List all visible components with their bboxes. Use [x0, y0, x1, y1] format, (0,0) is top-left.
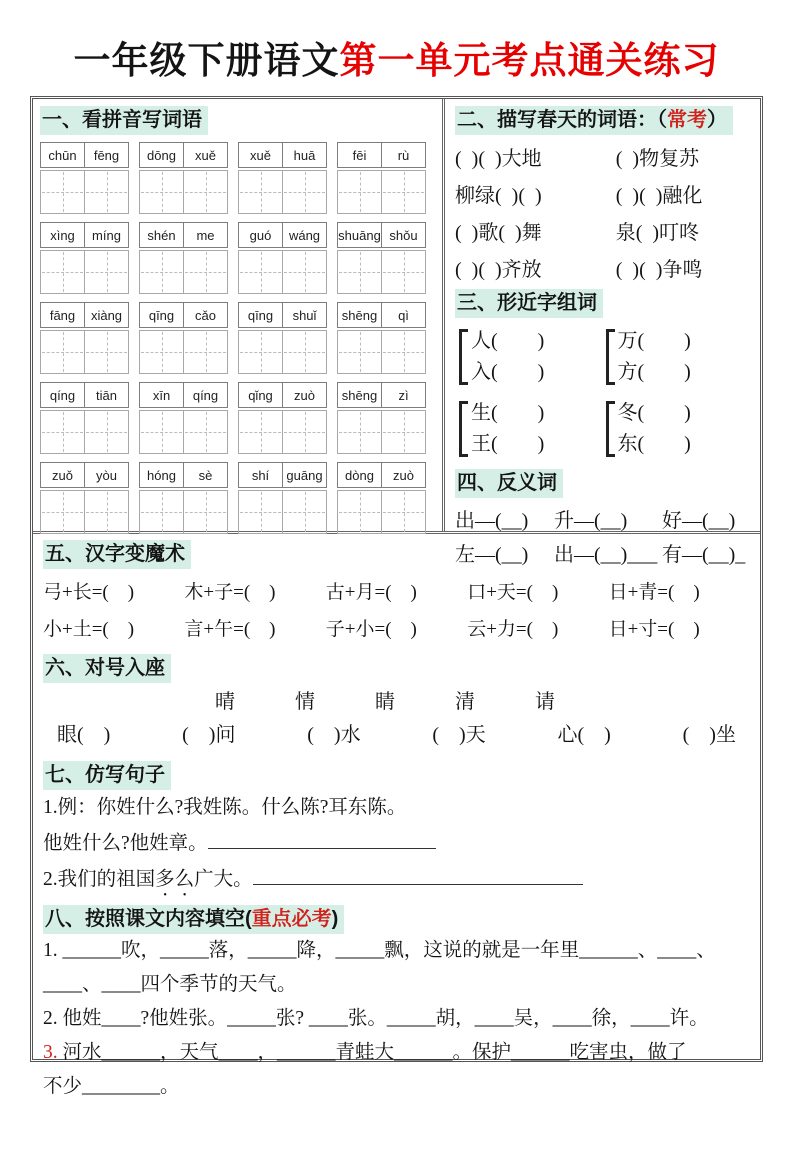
writing-grid	[40, 410, 129, 454]
pinyin-syllable: shēng	[338, 383, 382, 407]
pinyin-word-block	[40, 302, 129, 374]
writing-grid	[139, 330, 228, 374]
char-magic-item: 小+土=( )	[43, 619, 135, 640]
answer-blank-line	[208, 829, 436, 849]
section2-tag-close-paren: ）	[707, 109, 727, 131]
left-bracket	[459, 401, 468, 457]
pinyin-syllable: hóng	[140, 463, 184, 487]
writing-square	[338, 491, 382, 533]
pinyin-syllable: shí	[239, 463, 283, 487]
antonym-blank: 出—(__)	[455, 510, 529, 532]
writing-square	[184, 491, 227, 533]
pair-bottom-item: 王( )	[471, 433, 545, 455]
candidate-character: 清	[455, 691, 475, 713]
pinyin-syllable-row	[139, 382, 228, 408]
writing-square	[239, 411, 283, 453]
writing-square	[85, 171, 128, 213]
pinyin-syllable: shǒu	[389, 227, 418, 243]
pinyin-syllable-row	[238, 142, 327, 168]
pinyin-word-block	[337, 142, 426, 214]
pinyin-word-block	[40, 142, 129, 214]
char-magic-item: 云+力=( )	[467, 619, 559, 640]
character-slot-row	[43, 717, 750, 759]
fill-blank-line-3-text: 河水______，天气____，______青蛙大______。保护______吃害虫，做了	[57, 1042, 687, 1063]
writing-square	[283, 251, 326, 293]
pinyin-syllable: xuě	[195, 147, 216, 163]
pair-top-item: 人( )	[471, 330, 545, 352]
section4-header: 四、反义词	[455, 469, 563, 498]
writing-square	[85, 251, 128, 293]
pinyin-syllable: míng	[92, 227, 121, 243]
pair-bottom-item: 东( )	[617, 433, 691, 455]
char-magic-item: 口+天=( )	[467, 582, 559, 603]
pinyin-syllable: me	[196, 227, 215, 243]
character-slot: ( )水	[307, 724, 361, 746]
pair-lines	[618, 398, 691, 460]
character-slot: 心( )	[557, 724, 611, 746]
section8-header-text: 八、按照课文内容填空	[45, 908, 245, 930]
pinyin-word-block	[238, 382, 327, 454]
pinyin-syllable: yòu	[96, 467, 117, 483]
pinyin-word-block	[238, 462, 327, 534]
writing-grid	[139, 410, 228, 454]
confusable-pair	[459, 326, 606, 388]
pinyin-syllable-row	[238, 222, 327, 248]
pinyin-syllable: sè	[198, 467, 213, 483]
writing-grid	[337, 490, 426, 534]
fill-blank-line-4: 不少________。	[43, 1076, 180, 1097]
writing-grid	[238, 250, 327, 294]
section8	[43, 905, 750, 1110]
writing-square	[41, 411, 85, 453]
left-bracket	[606, 401, 615, 457]
section6-header: 六、对号入座	[43, 654, 171, 683]
pinyin-syllable-row	[139, 142, 228, 168]
writing-square	[382, 411, 425, 453]
spring-words-list	[455, 141, 752, 289]
pinyin-syllable-row	[139, 222, 228, 248]
pinyin-syllable-row	[337, 462, 426, 488]
section8-header	[43, 905, 344, 934]
section8-tag: 重点必考	[251, 908, 332, 930]
imitate-line-1	[43, 826, 750, 862]
writing-square	[184, 411, 227, 453]
spring-word-blank: ( )物复苏	[615, 148, 700, 170]
writing-square	[85, 411, 128, 453]
antonym-blank: 左—(__)	[455, 544, 529, 566]
spring-word-blank: ( )歌( )舞	[455, 222, 542, 244]
writing-square	[85, 491, 128, 533]
pair-top-item: 冬( )	[617, 402, 691, 424]
pinyin-syllable-row	[139, 462, 228, 488]
writing-square	[338, 331, 382, 373]
writing-square	[382, 331, 425, 373]
writing-square	[382, 251, 425, 293]
writing-grid	[40, 330, 129, 374]
writing-square	[239, 491, 283, 533]
pinyin-word-block	[139, 462, 228, 534]
item-number-red: 3.	[43, 1042, 58, 1063]
page-title	[0, 30, 793, 84]
pinyin-syllable-row	[40, 462, 129, 488]
confusable-pair	[606, 326, 753, 388]
candidate-characters-row	[43, 687, 750, 717]
section3	[455, 289, 752, 460]
pinyin-syllable-row	[139, 302, 228, 328]
pinyin-word-block	[337, 302, 426, 374]
writing-grid	[40, 170, 129, 214]
section2-header-text: 二、描写春天的词语：	[457, 109, 657, 131]
pinyin-syllable: qíng	[192, 387, 219, 403]
pinyin-syllable: chūn	[41, 143, 85, 167]
section7-header: 七、仿写句子	[43, 761, 171, 790]
pinyin-word-block	[238, 142, 327, 214]
pair-bottom-item: 入( )	[471, 361, 545, 383]
title-black-part: 一年级下册语文	[73, 41, 340, 82]
writing-square	[41, 331, 85, 373]
antonym-blank: 好—(__)	[661, 510, 736, 532]
pinyin-syllable-row	[337, 382, 426, 408]
writing-square	[338, 251, 382, 293]
pinyin-syllable-row	[337, 142, 426, 168]
left-bracket	[459, 329, 468, 385]
writing-square	[239, 251, 283, 293]
writing-square	[140, 171, 184, 213]
pinyin-word-block	[139, 222, 228, 294]
pinyin-syllable: shēng	[338, 303, 382, 327]
fill-blank-line-1b: ____、____四个季节的天气。	[43, 974, 297, 995]
writing-square	[184, 331, 227, 373]
pair-lines	[471, 326, 544, 388]
bottom-full-width-area	[33, 531, 760, 1110]
writing-square	[140, 331, 184, 373]
section2-tag: 常考	[667, 109, 707, 131]
pinyin-syllable: guó	[239, 223, 283, 247]
section2-header	[455, 106, 733, 135]
spring-word-blank: 泉( )叮咚	[615, 222, 700, 244]
antonym-blank: 出—(__)___	[553, 544, 658, 566]
antonym-items-grid	[455, 504, 752, 572]
pinyin-syllable: guāng	[286, 467, 323, 483]
pinyin-syllable: shuǐ	[292, 307, 317, 323]
character-slot: ( )坐	[682, 724, 736, 746]
writing-grid	[238, 490, 327, 534]
imitate-line-2	[43, 862, 750, 901]
confusable-pair	[459, 398, 606, 460]
candidate-character: 请	[535, 691, 555, 713]
section1-header: 一、看拼音写词语	[40, 106, 208, 135]
pinyin-syllable: zì	[398, 387, 409, 403]
pinyin-word-block	[139, 142, 228, 214]
pinyin-word-block	[238, 222, 327, 294]
pinyin-syllable: shén	[140, 223, 184, 247]
pinyin-syllable: xuě	[239, 143, 283, 167]
char-magic-item: 木+子=( )	[184, 582, 276, 603]
character-slot: 眼( )	[57, 724, 111, 746]
spring-word-blank: 柳绿( )( )	[455, 185, 542, 207]
example-sentence-line: 1.例：你姓什么?我姓陈。什么陈?耳东陈。	[43, 797, 407, 818]
writing-grid	[238, 170, 327, 214]
writing-square	[41, 491, 85, 533]
spring-word-blank: ( )( )争鸣	[615, 259, 703, 281]
pair-top-item: 生( )	[471, 402, 545, 424]
pinyin-syllable: qīng	[140, 303, 184, 327]
worksheet-page	[0, 30, 793, 1097]
pair-top-item: 万( )	[617, 330, 691, 352]
pinyin-word-block	[337, 462, 426, 534]
section8-tag-open-paren: (	[245, 908, 252, 930]
pinyin-syllable: dōng	[140, 143, 184, 167]
pinyin-syllable-row	[40, 222, 129, 248]
pinyin-syllable-row	[337, 302, 426, 328]
section6	[43, 654, 750, 759]
candidate-character: 晴	[215, 691, 235, 713]
right-column	[445, 99, 760, 566]
fill-blank-line-2: 2. 他姓____?他姓张。_____张? ____张。_____胡，____吴，____徐，____许。	[43, 1008, 709, 1029]
char-magic-item: 日+青=( )	[608, 582, 700, 603]
emphasized-words: 多么	[155, 869, 195, 890]
pinyin-syllable: tiān	[96, 387, 117, 403]
char-magic-grid	[43, 574, 750, 648]
imitate-line-2-pre: 2.我们的祖国	[43, 869, 156, 890]
pinyin-syllable-row	[40, 302, 129, 328]
pinyin-syllable: xìng	[41, 223, 85, 247]
writing-square	[140, 491, 184, 533]
pinyin-syllable: xiàng	[90, 307, 123, 323]
spring-word-blank: ( )( )大地	[455, 148, 542, 170]
pinyin-syllable: zuǒ	[41, 463, 85, 487]
writing-square	[382, 491, 425, 533]
pair-lines	[618, 326, 691, 388]
title-red-part: 第一单元考点通关练习	[339, 41, 720, 82]
spring-word-blank: ( )( )齐放	[455, 259, 542, 281]
pair-bottom-item: 方( )	[617, 361, 691, 383]
pinyin-word-block	[139, 382, 228, 454]
pinyin-syllable: fēi	[338, 143, 382, 167]
pinyin-syllable: qīng	[239, 303, 283, 327]
pinyin-syllable: cǎo	[195, 307, 216, 323]
pinyin-syllable: dòng	[338, 463, 382, 487]
writing-square	[239, 331, 283, 373]
writing-grid	[337, 330, 426, 374]
pinyin-syllable-row	[238, 382, 327, 408]
pinyin-word-block	[139, 302, 228, 374]
pinyin-word-block	[238, 302, 327, 374]
antonym-blank: 升—(__)	[553, 510, 628, 532]
pinyin-syllable: xīn	[140, 383, 184, 407]
section4	[455, 469, 752, 572]
writing-grid	[337, 250, 426, 294]
pinyin-syllable-row	[337, 222, 426, 248]
pinyin-word-block	[40, 222, 129, 294]
section2	[455, 106, 752, 289]
fill-blank-line-1a: 1. ______吹，_____落，_____降，_____飘，这说的就是一年里______、____、	[43, 940, 716, 961]
pinyin-syllable-row	[40, 142, 129, 168]
char-magic-item: 子+小=( )	[325, 619, 417, 640]
character-slot: ( )问	[182, 724, 236, 746]
writing-square	[283, 171, 326, 213]
writing-square	[41, 251, 85, 293]
pinyin-syllable-row	[238, 462, 327, 488]
spring-word-blank: ( )( )融化	[615, 185, 703, 207]
writing-grid	[40, 490, 129, 534]
section2-tag-open-paren: （	[657, 109, 667, 131]
pinyin-syllable: qíng	[41, 383, 85, 407]
imitate-line-1-text: 他姓什么?他姓章。	[43, 833, 208, 854]
writing-square	[85, 331, 128, 373]
fill-blank-line-3	[43, 1036, 750, 1070]
char-magic-item: 古+月=( )	[325, 582, 417, 603]
writing-grid	[139, 170, 228, 214]
char-magic-item: 弓+长=( )	[43, 582, 135, 603]
pair-lines	[471, 398, 544, 460]
pinyin-syllable: shuāng	[338, 223, 382, 247]
writing-square	[41, 171, 85, 213]
pinyin-syllable: fēng	[93, 147, 120, 163]
writing-grid	[238, 410, 327, 454]
pinyin-syllable: wáng	[288, 227, 321, 243]
character-slot: ( )天	[432, 724, 486, 746]
imitate-line-2-post: 广大。	[194, 869, 253, 890]
confusable-pair	[606, 398, 753, 460]
writing-grid	[139, 250, 228, 294]
pinyin-word-block	[40, 382, 129, 454]
section8-tag-close-paren: )	[331, 908, 339, 930]
pinyin-word-block	[337, 222, 426, 294]
char-magic-item: 言+午=( )	[184, 619, 276, 640]
left-bracket	[606, 329, 615, 385]
worksheet-border-box	[30, 96, 763, 1097]
section7	[43, 761, 750, 901]
answer-blank-line	[253, 865, 583, 885]
pinyin-blocks	[40, 142, 436, 534]
writing-square	[184, 251, 227, 293]
writing-square	[283, 411, 326, 453]
section5-header: 五、汉字变魔术	[43, 540, 191, 569]
antonym-blank: 有—(__)_	[661, 544, 746, 566]
char-magic-item: 日+寸=( )	[608, 619, 700, 640]
writing-grid	[238, 330, 327, 374]
pinyin-syllable: zuò	[393, 467, 414, 483]
writing-grid	[337, 410, 426, 454]
writing-grid	[337, 170, 426, 214]
pinyin-syllable: rù	[397, 147, 410, 163]
writing-square	[283, 331, 326, 373]
confusable-pairs-grid	[455, 326, 752, 460]
pinyin-syllable: qǐng	[239, 383, 283, 407]
section3-header: 三、形近字组词	[455, 289, 603, 318]
writing-square	[283, 491, 326, 533]
pinyin-word-block	[337, 382, 426, 454]
writing-square	[239, 171, 283, 213]
writing-square	[184, 171, 227, 213]
writing-grid	[139, 490, 228, 534]
pinyin-syllable-row	[238, 302, 327, 328]
pinyin-syllable: huā	[293, 147, 316, 163]
left-column	[33, 99, 445, 531]
writing-grid	[40, 250, 129, 294]
pinyin-syllable-row	[40, 382, 129, 408]
candidate-character: 睛	[375, 691, 395, 713]
pinyin-word-block	[40, 462, 129, 534]
writing-square	[140, 251, 184, 293]
writing-square	[338, 171, 382, 213]
pinyin-syllable: fāng	[41, 303, 85, 327]
writing-square	[338, 411, 382, 453]
candidate-character: 情	[295, 691, 315, 713]
pinyin-syllable: zuò	[294, 387, 315, 403]
writing-square	[140, 411, 184, 453]
pinyin-syllable: qì	[398, 307, 409, 323]
writing-square	[382, 171, 425, 213]
